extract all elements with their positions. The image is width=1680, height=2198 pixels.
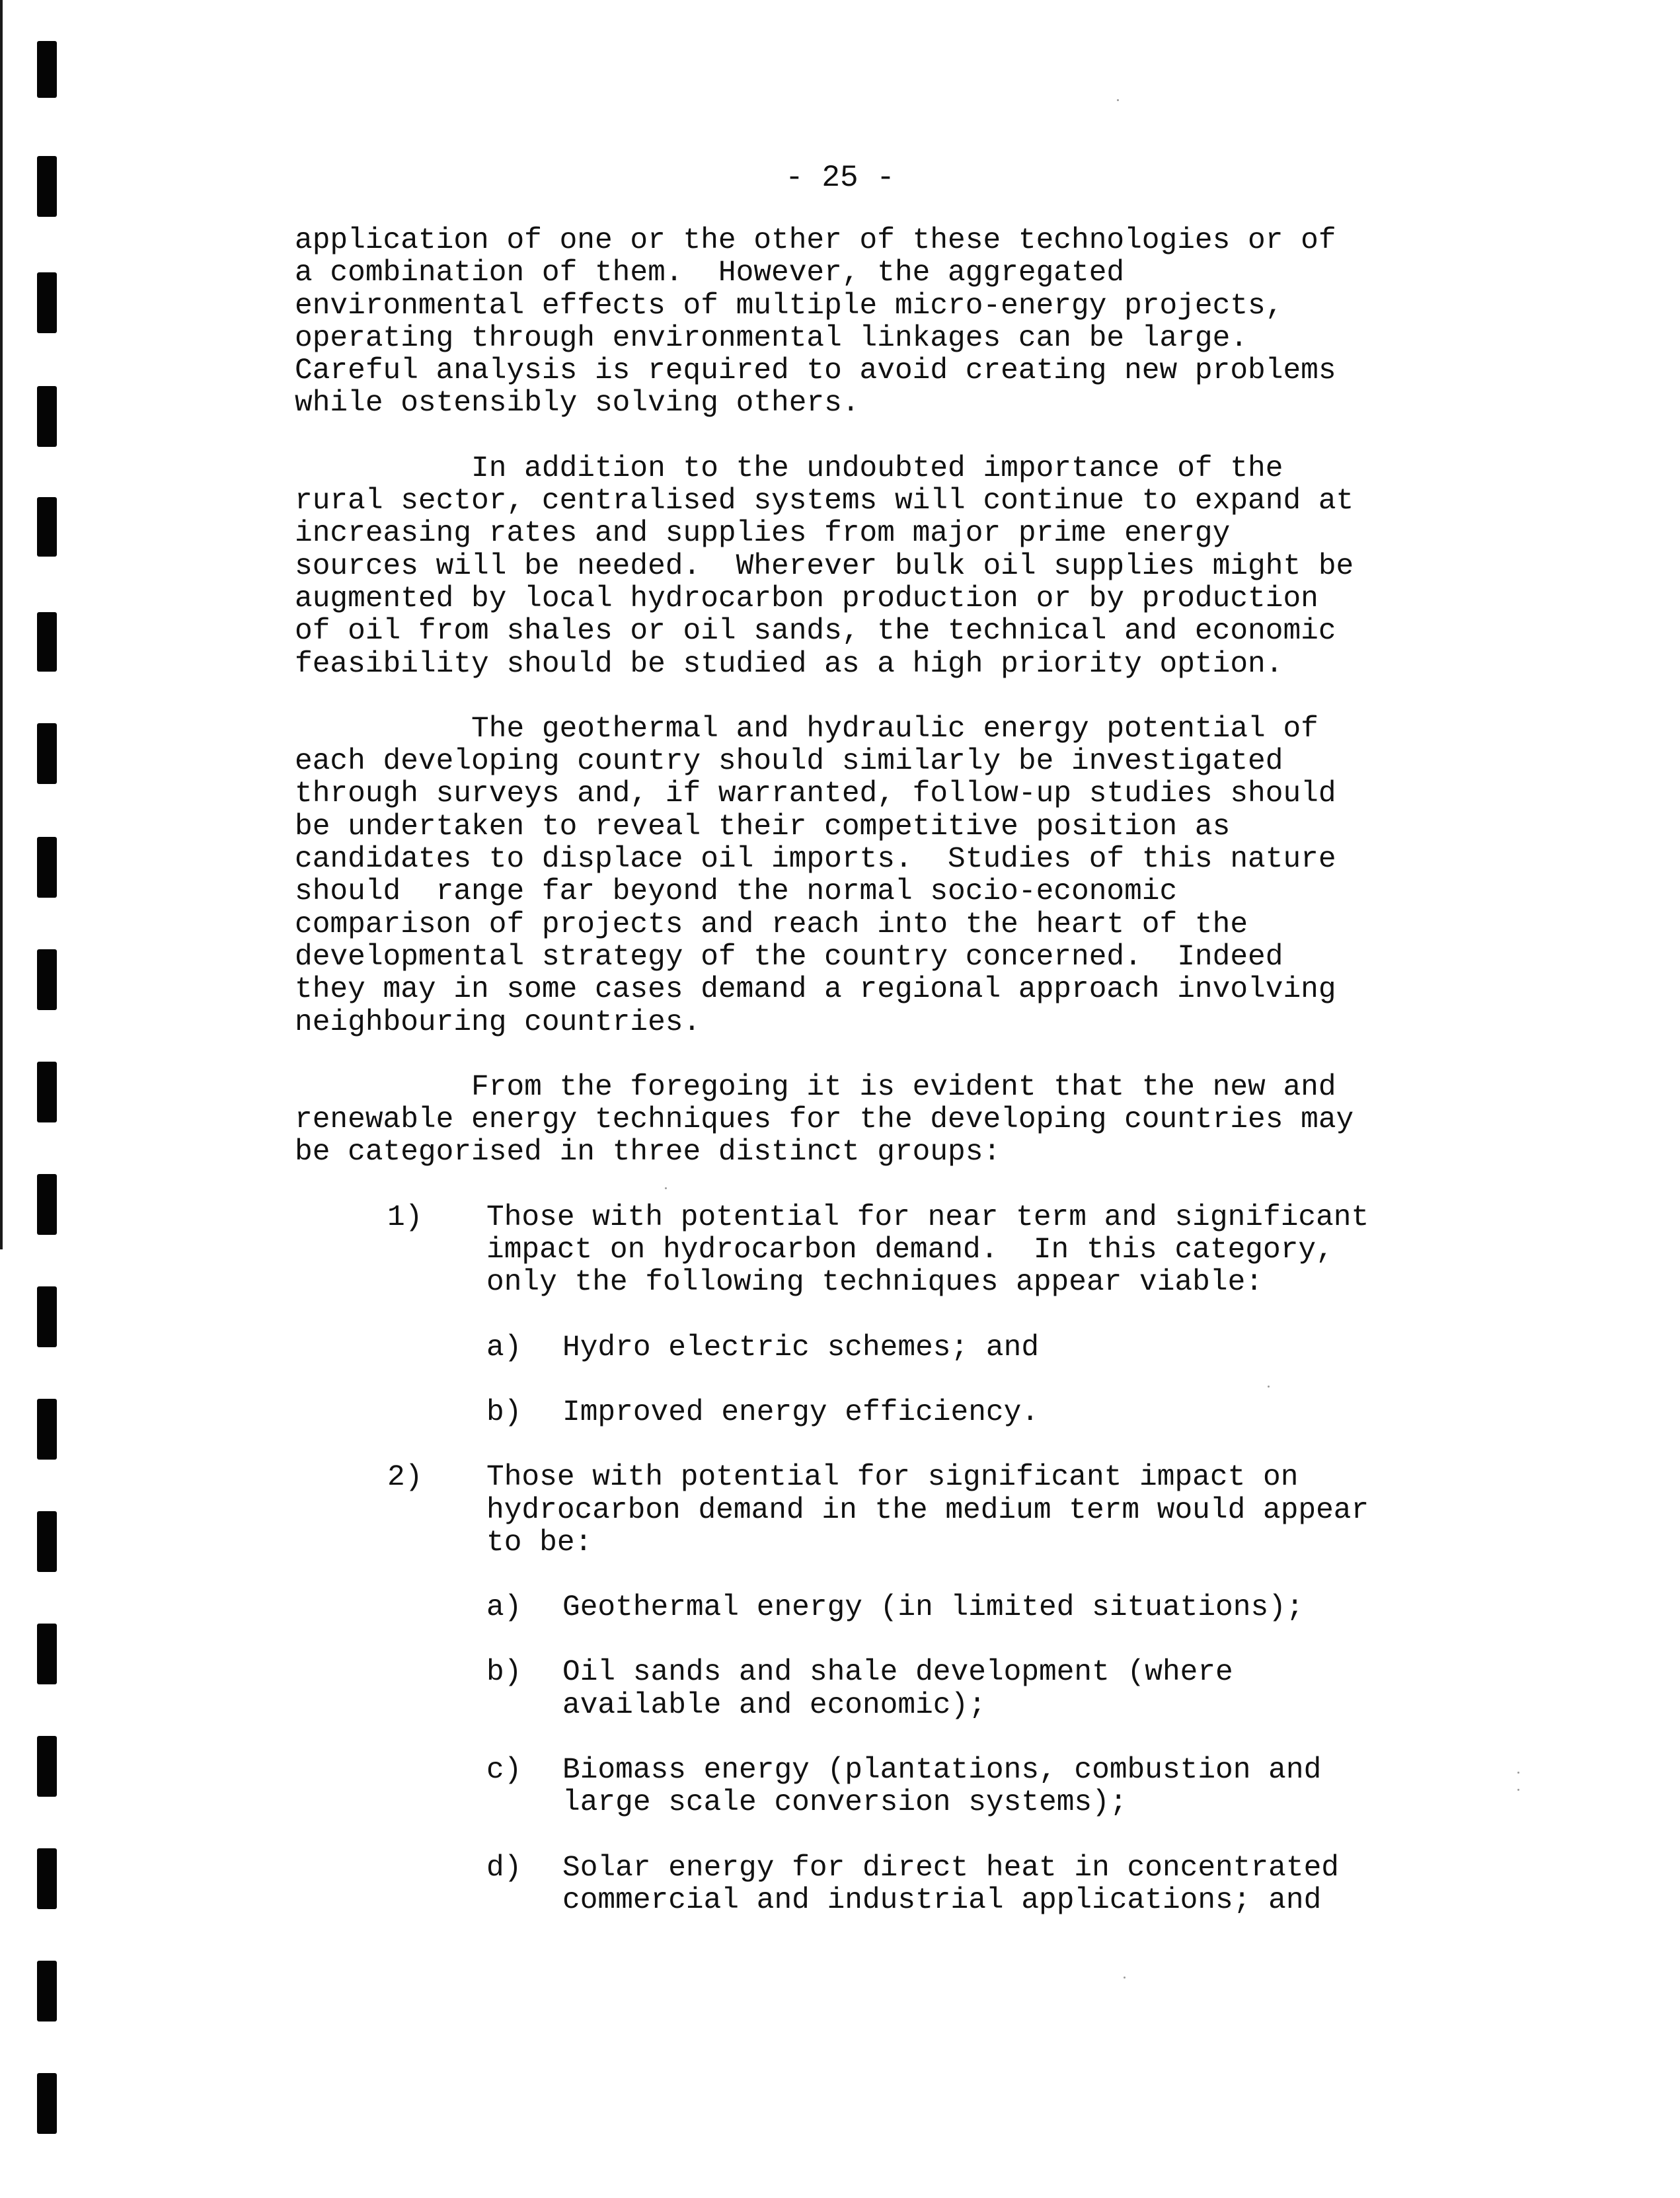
list-item-number: 2) — [387, 1461, 423, 1495]
paragraph: application of one or the other of these technologies or of a combination of them. However, the aggregated environmental effects of multiple micro-energy projects, operating through environmental linkages can be large. Careful analysis is required to avoid creating new problems while ostensibly solving others. — [295, 224, 1336, 420]
scan-speck — [1117, 99, 1119, 101]
binding-hole-mark — [37, 1174, 57, 1235]
list-item — [295, 1592, 1471, 1624]
binding-hole-mark — [37, 1961, 57, 2021]
list-item-text: Geothermal energy (in limited situations); — [562, 1591, 1304, 1625]
page-number: - 25 - — [785, 161, 895, 195]
binding-hole-mark — [37, 949, 57, 1010]
binding-hole-mark — [37, 1286, 57, 1347]
list-item-number: b) — [486, 1395, 522, 1429]
list-item-text: Oil sands and shale development (where available and economic); — [562, 1656, 1233, 1722]
binding-hole-mark — [37, 272, 57, 333]
paragraph: From the foregoing it is evident that the new and renewable energy techniques for the developing countries may be categorised in three distinct groups: — [295, 1070, 1354, 1169]
list-item-number: a) — [486, 1591, 522, 1625]
list-item-text: Biomass energy (plantations, combustion and large scale conversion systems); — [562, 1753, 1322, 1820]
list-item-number: a) — [486, 1331, 522, 1364]
list-item — [295, 1397, 1471, 1429]
binding-hole-mark — [37, 837, 57, 898]
list-item — [295, 1657, 1471, 1722]
binding-hole-mark — [37, 723, 57, 784]
list-item-number: 1) — [387, 1200, 423, 1234]
scan-speck — [1124, 1977, 1126, 1979]
body-text — [295, 225, 1471, 1949]
list-item-number: b) — [486, 1656, 522, 1690]
list-item-text: Those with potential for significant impact on hydrocarbon demand in the medium term would appear to be: — [486, 1461, 1369, 1559]
list-item — [295, 1202, 1471, 1300]
list-item-number: d) — [486, 1851, 522, 1885]
scan-speck — [1517, 1789, 1519, 1791]
binding-hole-mark — [37, 1736, 57, 1797]
scan-speck — [1517, 1772, 1519, 1774]
list-item — [295, 1754, 1471, 1820]
binding-hole-mark — [37, 1062, 57, 1122]
binding-hole-mark — [37, 1511, 57, 1572]
binding-hole-mark — [37, 612, 57, 672]
list-item-text: Solar energy for direct heat in concentrated commercial and industrial applications; and — [562, 1851, 1339, 1917]
list-item — [295, 1332, 1471, 1364]
list-item-text: Hydro electric schemes; and — [562, 1331, 1040, 1364]
list-item — [295, 1852, 1471, 1918]
list-item — [295, 1462, 1471, 1559]
binding-hole-mark — [37, 2073, 57, 2134]
binding-hole-mark — [37, 1624, 57, 1684]
binding-hole-mark — [37, 1399, 57, 1460]
list-item-number: c) — [486, 1753, 522, 1787]
list-item-text: Those with potential for near term and significant impact on hydrocarbon demand. In this category, only the following techniques appear viable: — [486, 1200, 1369, 1300]
paragraph: In addition to the undoubted importance of the rural sector, centralised systems will continue to expand at increasing rates and supplies from major prime energy sources will be needed. Wherever bulk oil supplies might be augmented by local hydrocarbon production or by production of oil from shales or oil sands, the technical and economic feasibility should be studied as a high priority option. — [295, 451, 1354, 681]
list-item-text: Improved energy efficiency. — [562, 1395, 1040, 1429]
binding-hole-mark — [37, 497, 57, 557]
binding-hole-mark — [37, 386, 57, 447]
binding-hole-mark — [37, 1848, 57, 1909]
paragraph: The geothermal and hydraulic energy potential of each developing country should similarly be investigated through surveys and, if warranted, follow-up studies should be undertaken to reveal their competitive position as candidates to displace oil imports. Studies of this nature should range far beyond the normal socio-economic comparison of projects and reach into the heart of the developmental strategy of the country concerned. Indeed they may in some cases demand a regional approach involving neighbouring countries. — [295, 712, 1336, 1039]
binding-hole-mark — [37, 41, 57, 98]
